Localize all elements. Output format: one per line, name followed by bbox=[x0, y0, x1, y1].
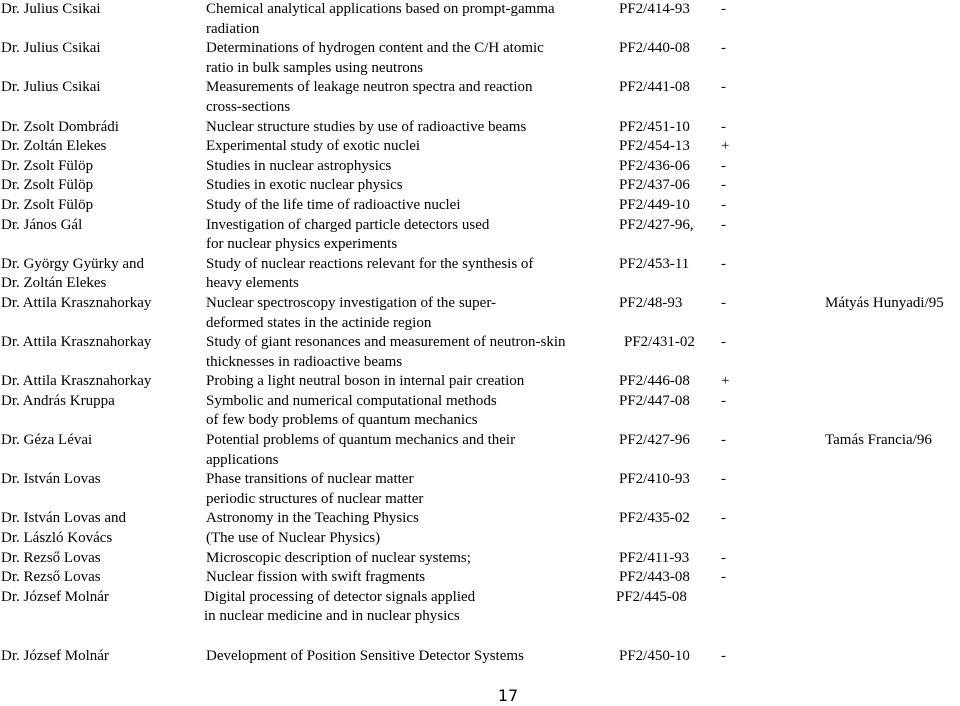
entry-line bbox=[0, 392, 960, 412]
researcher-name: Dr. József Molnár bbox=[1, 588, 109, 605]
project-title: Nuclear fission with swift fragments bbox=[206, 569, 426, 586]
status-mark: - bbox=[721, 569, 726, 586]
project-code: PF2/431-02 bbox=[624, 334, 695, 351]
project-title-continued: thicknesses in radioactive beams bbox=[206, 353, 403, 370]
status-mark: + bbox=[721, 138, 730, 155]
project-title: Phase transitions of nuclear matter bbox=[206, 471, 414, 488]
project-title-continued: deformed states in the actinide region bbox=[206, 314, 432, 331]
project-code: PF2/410-93 bbox=[619, 471, 690, 488]
project-code: PF2/454-13 bbox=[619, 138, 690, 155]
spacer bbox=[0, 627, 960, 647]
status-mark: - bbox=[721, 294, 726, 311]
project-code: PF2/450-10 bbox=[619, 647, 690, 664]
researcher-name-continued: Dr. László Kovács bbox=[1, 530, 113, 547]
researcher-name-continued: Dr. Zoltán Elekes bbox=[1, 275, 107, 292]
project-code: PF2/435-02 bbox=[619, 510, 690, 527]
researcher-name: Dr. Julius Csikai bbox=[1, 40, 101, 57]
project-title: Studies in exotic nuclear physics bbox=[206, 177, 403, 194]
entry-line bbox=[0, 509, 960, 529]
list-item bbox=[0, 39, 960, 78]
researcher-name: Dr. Géza Lévai bbox=[1, 432, 93, 449]
entry-line bbox=[0, 39, 960, 59]
entry-line bbox=[0, 647, 960, 667]
researcher-name: Dr. Julius Csikai bbox=[1, 1, 101, 17]
list-item bbox=[0, 549, 960, 569]
status-mark: - bbox=[721, 118, 726, 135]
project-code: PF2/446-08 bbox=[619, 373, 690, 390]
researcher-name: Dr. Zoltán Elekes bbox=[1, 138, 107, 155]
researcher-name: Dr. Zsolt Fülöp bbox=[1, 157, 94, 174]
project-code: PF2/453-11 bbox=[619, 255, 690, 272]
researcher-name: Dr. István Lovas and bbox=[1, 510, 126, 527]
project-code: PF2/449-10 bbox=[619, 196, 690, 213]
status-mark: - bbox=[721, 510, 726, 527]
project-code: PF2/451-10 bbox=[619, 118, 690, 135]
project-code: PF2/436-06 bbox=[619, 157, 690, 174]
entry-line bbox=[0, 333, 960, 353]
researcher-name: Dr. Rezső Lovas bbox=[1, 549, 101, 566]
list-item bbox=[0, 157, 960, 177]
entry-line bbox=[0, 196, 960, 216]
project-title: Development of Position Sensitive Detector Systems bbox=[206, 647, 524, 664]
former-member-note: Mátyás Hunyadi/95 bbox=[825, 294, 944, 311]
status-mark: - bbox=[721, 255, 726, 272]
list-item bbox=[0, 176, 960, 196]
project-code: PF2/443-08 bbox=[619, 569, 690, 586]
project-title: Nuclear structure studies by use of radioactive beams bbox=[206, 118, 527, 135]
entry-line bbox=[0, 118, 960, 138]
project-title-continued: ratio in bulk samples using neutrons bbox=[206, 59, 424, 76]
project-code: PF2/447-08 bbox=[619, 392, 690, 409]
status-mark: - bbox=[721, 549, 726, 566]
project-title: Study of nuclear reactions relevant for the synthesis of bbox=[206, 255, 534, 272]
entry-line bbox=[0, 490, 960, 510]
project-title-continued: periodic structures of nuclear matter bbox=[206, 490, 424, 507]
list-item bbox=[0, 470, 960, 509]
project-title: Nuclear spectroscopy investigation of the super- bbox=[206, 294, 497, 311]
project-title: Experimental study of exotic nuclei bbox=[206, 138, 421, 155]
entry-line bbox=[0, 470, 960, 490]
entry-line bbox=[0, 0, 960, 20]
list-item bbox=[0, 294, 960, 333]
project-code: PF2/427-96, bbox=[619, 216, 694, 233]
researcher-name: Dr. Attila Krasznahorkay bbox=[1, 373, 152, 390]
status-mark: - bbox=[721, 432, 726, 449]
researcher-name: Dr. István Lovas bbox=[1, 471, 101, 488]
project-title-continued: of few body problems of quantum mechanics bbox=[206, 412, 478, 429]
project-title: Symbolic and numerical computational methods bbox=[206, 392, 497, 409]
entry-line bbox=[0, 157, 960, 177]
list-item bbox=[0, 372, 960, 392]
researcher-name: Dr. János Gál bbox=[1, 216, 83, 233]
project-title-continued: radiation bbox=[206, 20, 260, 37]
status-mark: - bbox=[721, 1, 726, 17]
entry-line bbox=[0, 20, 960, 40]
project-code: PF2/437-06 bbox=[619, 177, 690, 194]
project-code: PF2/440-08 bbox=[619, 40, 690, 57]
entry-line bbox=[0, 588, 960, 608]
status-mark: - bbox=[721, 216, 726, 233]
entry-line bbox=[0, 549, 960, 569]
entry-line bbox=[0, 353, 960, 373]
entry-line bbox=[0, 255, 960, 275]
researcher-name: Dr. Zsolt Fülöp bbox=[1, 196, 94, 213]
project-title-continued: (The use of Nuclear Physics) bbox=[206, 530, 381, 547]
entry-line bbox=[0, 216, 960, 236]
list-item bbox=[0, 392, 960, 431]
researcher-name: Dr. Zsolt Fülöp bbox=[1, 177, 94, 194]
project-title: Measurements of leakage neutron spectra and reaction bbox=[206, 79, 533, 96]
researcher-name: Dr. Zsolt Dombrádi bbox=[1, 118, 119, 135]
list-item bbox=[0, 0, 960, 39]
entry-line bbox=[0, 411, 960, 431]
entry-line bbox=[0, 176, 960, 196]
list-item bbox=[0, 118, 960, 138]
project-title: Digital processing of detector signals applied bbox=[204, 588, 476, 605]
list-item bbox=[0, 568, 960, 588]
entry-line bbox=[0, 372, 960, 392]
project-title: Astronomy in the Teaching Physics bbox=[206, 510, 419, 527]
project-title: Potential problems of quantum mechanics and their bbox=[206, 432, 516, 449]
status-mark: + bbox=[721, 373, 730, 390]
status-mark: - bbox=[721, 334, 726, 351]
project-title: Determinations of hydrogen content and the C/H atomic bbox=[206, 40, 544, 57]
project-title: Chemical analytical applications based on prompt-gamma bbox=[206, 1, 555, 17]
status-mark: - bbox=[721, 40, 726, 57]
project-title-continued: cross-sections bbox=[206, 98, 291, 115]
project-code: PF2/411-93 bbox=[619, 549, 690, 566]
project-code: PF2/414-93 bbox=[619, 1, 690, 17]
project-title-continued: in nuclear medicine and in nuclear physics bbox=[204, 608, 460, 625]
project-title: Probing a light neutral boson in internal pair creation bbox=[206, 373, 525, 390]
entry-line bbox=[0, 529, 960, 549]
list-item bbox=[0, 216, 960, 255]
researcher-name: Dr. József Molnár bbox=[1, 647, 109, 664]
entry-line bbox=[0, 235, 960, 255]
former-member-note: Tamás Francia/96 bbox=[825, 432, 932, 449]
list-item bbox=[0, 137, 960, 157]
project-title: Study of the life time of radioactive nuclei bbox=[206, 196, 461, 213]
researcher-name: Dr. Attila Krasznahorkay bbox=[1, 294, 152, 311]
project-title: Investigation of charged particle detectors used bbox=[206, 216, 490, 233]
status-mark: - bbox=[721, 392, 726, 409]
entry-line bbox=[0, 568, 960, 588]
project-code: PF2/441-08 bbox=[619, 79, 690, 96]
entry-line bbox=[0, 78, 960, 98]
status-mark: - bbox=[721, 471, 726, 488]
project-title-continued: for nuclear physics experiments bbox=[206, 236, 398, 253]
project-title-continued: applications bbox=[206, 451, 279, 468]
entry-line bbox=[0, 431, 960, 451]
list-item bbox=[0, 78, 960, 117]
status-mark: - bbox=[721, 177, 726, 194]
project-code: PF2/445-08 bbox=[616, 588, 687, 605]
entry-line bbox=[0, 314, 960, 334]
status-mark: - bbox=[721, 196, 726, 213]
project-title: Studies in nuclear astrophysics bbox=[206, 157, 392, 174]
researcher-name: Dr. András Kruppa bbox=[1, 392, 115, 409]
researcher-name: Dr. Attila Krasznahorkay bbox=[1, 334, 152, 351]
researcher-name: Dr. György Gyürky and bbox=[1, 255, 145, 272]
entry-line bbox=[0, 274, 960, 294]
list-item bbox=[0, 431, 960, 470]
entry-line bbox=[0, 59, 960, 79]
entry-line bbox=[0, 451, 960, 471]
list-item bbox=[0, 588, 960, 627]
list-item bbox=[0, 647, 960, 667]
list-item bbox=[0, 196, 960, 216]
status-mark: - bbox=[721, 647, 726, 664]
researcher-name: Dr. Julius Csikai bbox=[1, 79, 101, 96]
entry-line bbox=[0, 137, 960, 157]
entry-line bbox=[0, 294, 960, 314]
entry-line bbox=[0, 98, 960, 118]
status-mark: - bbox=[721, 79, 726, 96]
project-title: Study of giant resonances and measurement of neutron-skin bbox=[206, 334, 566, 351]
status-mark: - bbox=[721, 157, 726, 174]
entry-line bbox=[0, 607, 960, 627]
researcher-name: Dr. Rezső Lovas bbox=[1, 569, 101, 586]
list-item bbox=[0, 509, 960, 548]
project-title: Microscopic description of nuclear systems; bbox=[206, 549, 471, 566]
project-code: PF2/427-96 bbox=[619, 432, 690, 449]
project-code: PF2/48-93 bbox=[619, 294, 683, 311]
page-number: 17 bbox=[497, 686, 519, 705]
list-item bbox=[0, 333, 960, 372]
project-title-continued: heavy elements bbox=[206, 275, 299, 292]
list-item bbox=[0, 255, 960, 294]
